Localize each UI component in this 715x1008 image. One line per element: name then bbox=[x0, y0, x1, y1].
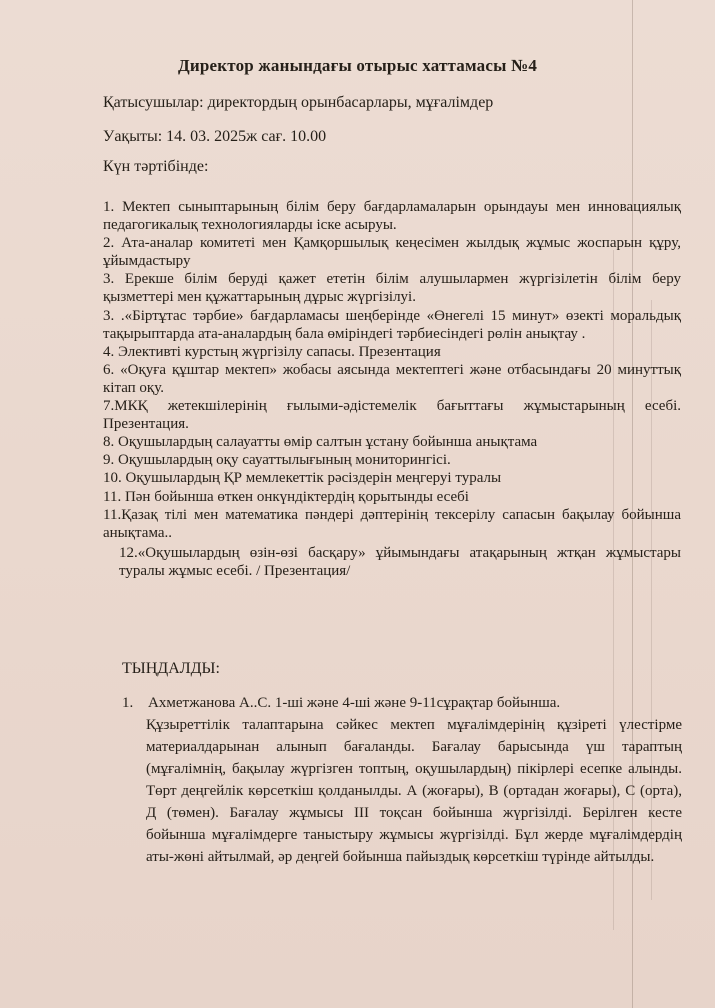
report-lead: Ахметжанова А..С. 1-ші және 4-ші және 9-11сұрақтар бойынша. bbox=[148, 695, 561, 711]
document-title: Директор жанындағы отырыс хаттамасы №4 bbox=[177, 56, 538, 75]
agenda-item: 11. Пән бойынша өткен онкүндіктердің қорытынды есебі bbox=[103, 488, 469, 505]
agenda-item: 6. «Оқуға құштар мектеп» жобасы аясында мектептегі және отбасындағы 20 минуттық кітап оқу. bbox=[103, 361, 681, 396]
agenda-item: 12.«Оқушылардың өзін-өзі басқару» ұйымындағы атақарының жтқан жұмыстары туралы жұмыс есебі. / Презентация/ bbox=[119, 544, 681, 579]
report-body: Құзыреттілік талаптарына сәйкес мектеп мұғалімдерінің құзіреті үлестірме материалдарынан алынып бағаланды. Бағалау барысында үш тараптың (мұғалімнің, бақылау жүргізген топтың, оқушылардың) пікірлері есепке алынды. Төрт деңгейлік көрсеткіш қолданылды. А (жоғары), В (ортадан жоғары), С (орта), Д (төмен). Бағалау жұмысы III тоқсан бойынша жүргізілді. Берілген кесте бойынша мұғалімдерге таныстыру жұмысы жүргізілді. Бұл жерде мұғалімдердің аты-жөні айтылмай, әр деңгей бойынша пайыздық көрсеткіш түрінде айтылды. bbox=[146, 717, 682, 865]
agenda-item: 8. Оқушылардың салауатты өмір салтын ұстану бойынша анықтама bbox=[103, 434, 538, 451]
time-line: Уақыты: 14. 03. 2025ж сағ. 10.00 bbox=[103, 128, 327, 145]
agenda-item: 11.Қазақ тілі мен математика пәндері дәптерінің тексерілу сапасын бақылау бойынша анықтама.. bbox=[103, 506, 681, 541]
agenda-item: 3. .«Біртұтас тәрбие» бағдарламасы шеңберінде «Өнегелі 15 минут» өзекті моральдық тақырыптарда ата-аналардың бала өміріндегі тәрбиесіндегі рөлін анықтау . bbox=[103, 307, 681, 342]
agenda-item: 2. Ата-аналар комитеті мен Қамқоршылық кеңесімен жылдық жұмыс жоспарын құру, ұйымдастыру bbox=[103, 235, 681, 270]
agenda-list bbox=[103, 198, 681, 580]
agenda-item: 4. Элективті курстың жүргізілу сапасы. Презентация bbox=[103, 343, 441, 360]
participants-line: Қатысушылар: директордың орынбасарлары, мұғалімдер bbox=[103, 94, 494, 111]
agenda-item: 3. Ерекше білім беруді қажет ететін білім алушылармен жүргізілетін білім беру қызметтері мен құжаттарының дұрыс жүргізілуі. bbox=[103, 271, 681, 306]
agenda-heading: Күн тәртібінде: bbox=[103, 158, 209, 175]
report-item bbox=[122, 692, 682, 868]
heard-heading: ТЫҢДАЛДЫ: bbox=[122, 660, 220, 677]
agenda-item: 10. Оқушылардың ҚР мемлекеттік рәсіздерін меңгеруі туралы bbox=[103, 470, 502, 487]
agenda-item: 7.МКҚ жетекшілерінің ғылыми-әдістемелік бағыттағы жұмыстарының есебі. Презентация. bbox=[103, 398, 681, 433]
agenda-item: 9. Оқушылардың оқу сауаттылығының мониторингісі. bbox=[103, 452, 451, 469]
report-number: 1. bbox=[122, 695, 134, 711]
agenda-item: 1. Мектеп сыныптарының білім беру бағдарламаларын орындауы мен инновациялық педагогикалық технологияларды іске асыруы. bbox=[103, 199, 681, 234]
